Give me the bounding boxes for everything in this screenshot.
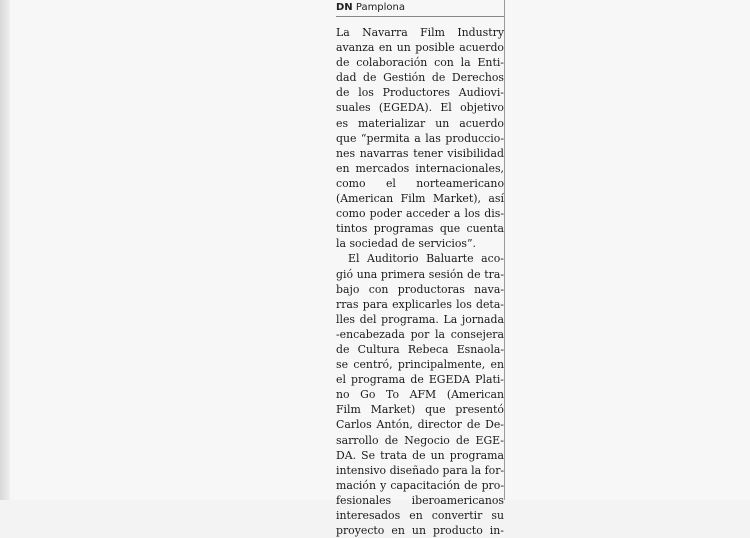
text-line: el programa de EGEDA Plati- [336, 373, 504, 387]
page-edge [0, 0, 10, 500]
text-line: La Navarra Film Industry [336, 26, 504, 39]
text-line: interesados en convertir su [336, 509, 504, 522]
text-line: intensivo diseñado para la for- [336, 463, 505, 477]
text-line: tintos programas que cuenta [336, 222, 504, 236]
text-line: mación y capacitación de pro- [336, 478, 504, 492]
text-line: lles del programa. La jornada [336, 312, 504, 326]
text-line: de Cultura Rebeca Esnaola- [336, 342, 504, 356]
text-line: se centró, principalmente, en [336, 358, 504, 372]
byline-separator [336, 16, 504, 17]
text-line: suales (EGEDA). El objetivo [336, 101, 504, 115]
text-line: como el norteamericano [336, 176, 504, 190]
text-line: es materializar un acuerdo [336, 116, 504, 130]
text-line: fesionales iberoamericanos [336, 493, 504, 507]
text-line: rras para explicarles los deta- [336, 297, 504, 311]
text-line: sarrollo de Negocio de EGE- [336, 433, 504, 447]
text-line: avanza en un posible acuerdo [336, 41, 504, 55]
text-line: Carlos Antón, director de De- [336, 418, 504, 432]
byline-location: Pamplona [355, 2, 406, 13]
paragraph-2 [336, 251, 504, 538]
text-line: nes navarras tener visibilidad [336, 146, 504, 160]
paragraph-1 [336, 25, 504, 251]
text-line: proyecto en un producto in- [336, 524, 504, 538]
text-line: en mercados internacionales, [336, 161, 504, 175]
text-line: Film Market) que presentó [336, 403, 504, 417]
text-line: bajo con productoras nava- [336, 282, 504, 296]
text-line: la sociedad de servicios”. [336, 237, 477, 251]
text-line: dad de Gestión de Derechos [336, 71, 504, 85]
text-line: como poder acceder a los dis- [336, 207, 504, 221]
byline-prefix: DN [336, 2, 353, 13]
column-rule [504, 0, 505, 500]
text-line: (American Film Market), así [336, 192, 504, 206]
article-body [336, 25, 504, 538]
text-line: no Go To AFM (American [336, 388, 504, 402]
text-line: DA. Se trata de un programa [336, 448, 504, 462]
article-column [336, 0, 505, 538]
text-line: -encabezada por la consejera [336, 327, 504, 341]
text-line: gió una primera sesión de tra- [336, 267, 504, 281]
text-line: de colaboración con la Enti- [336, 56, 504, 70]
text-line: que “permita a las produccio- [336, 131, 504, 145]
byline [336, 2, 405, 13]
text-line: de los Productores Audiovi- [336, 86, 504, 100]
text-line: El Auditorio Baluarte aco- [348, 252, 504, 266]
